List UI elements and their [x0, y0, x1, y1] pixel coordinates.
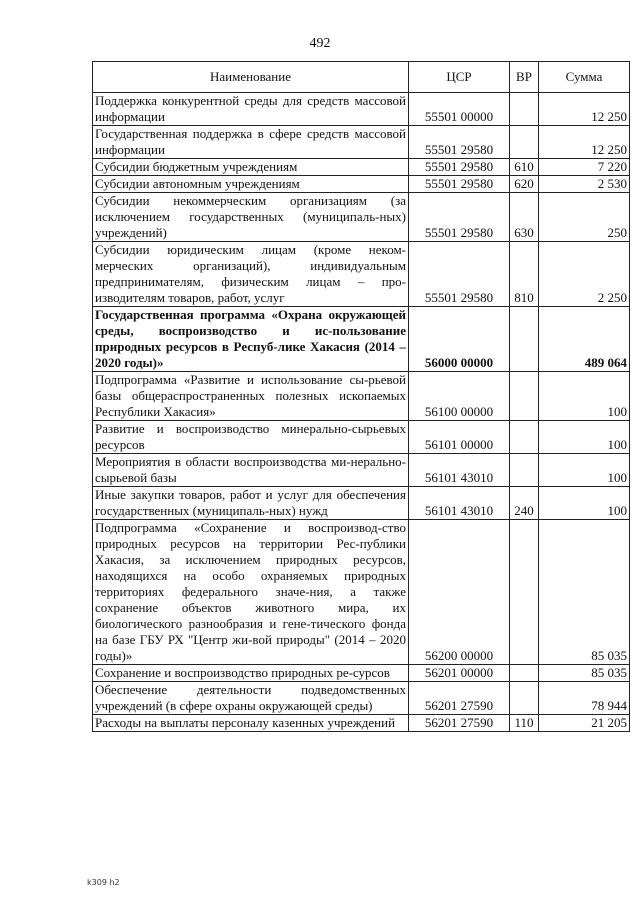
table-row [93, 93, 630, 126]
cell-name: Государственная программа «Охрана окружающей среды, воспроизводство и ис-пользование природных ресурсов в Респуб-лике Хакасия (2014 – 2020 годы)» [93, 307, 409, 372]
table-row [93, 421, 630, 454]
cell-vr [510, 93, 539, 126]
cell-vr [510, 682, 539, 715]
table-row [93, 193, 630, 242]
table-row [93, 307, 630, 372]
table-row [93, 487, 630, 520]
cell-name: Подпрограмма «Развитие и использование сы-рьевой базы общераспространенных полезных ископаемых Республики Хакасия» [93, 372, 409, 421]
cell-sum: 100 [539, 421, 630, 454]
cell-name: Субсидии бюджетным учреждениям [93, 159, 409, 176]
cell-csr: 56000 00000 [409, 307, 510, 372]
cell-vr: 610 [510, 159, 539, 176]
cell-name: Государственная поддержка в сфере средств массовой информации [93, 126, 409, 159]
cell-vr [510, 454, 539, 487]
column-header-vr: ВР [510, 62, 539, 93]
cell-name: Подпрограмма «Сохранение и воспроизвод-ство природных ресурсов на территории Рес-публики Хакасия, за исключением природных ресурсов, находящихся на особо охраняемых природных территориях федерального значе-ния, а также сохранение объектов животного мира, их биологического разнообразия и гене-тического фонда на базе ГБУ РХ "Центр жи-вой природы" (2014 – 2020 годы)» [93, 520, 409, 665]
cell-csr: 55501 00000 [409, 93, 510, 126]
table-row [93, 454, 630, 487]
table-row [93, 126, 630, 159]
cell-csr: 55501 29580 [409, 159, 510, 176]
cell-sum: 12 250 [539, 126, 630, 159]
cell-vr: 630 [510, 193, 539, 242]
cell-vr: 240 [510, 487, 539, 520]
cell-sum: 100 [539, 487, 630, 520]
cell-csr: 55501 29580 [409, 126, 510, 159]
cell-sum: 100 [539, 454, 630, 487]
cell-sum: 21 205 [539, 715, 630, 732]
table-row [93, 176, 630, 193]
cell-sum: 7 220 [539, 159, 630, 176]
page-number: 492 [309, 36, 331, 51]
cell-name: Иные закупки товаров, работ и услуг для обеспечения государственных (муниципаль-ных) нужд [93, 487, 409, 520]
budget-table [92, 61, 630, 732]
cell-sum: 12 250 [539, 93, 630, 126]
cell-vr [510, 421, 539, 454]
cell-name: Субсидии некоммерческим организациям (за исключением государственных (муниципаль-ных) учреждений) [93, 193, 409, 242]
cell-csr: 55501 29580 [409, 242, 510, 307]
cell-csr: 56101 43010 [409, 454, 510, 487]
cell-name: Развитие и воспроизводство минерально-сырьевых ресурсов [93, 421, 409, 454]
cell-vr [510, 520, 539, 665]
cell-vr [510, 126, 539, 159]
cell-vr [510, 372, 539, 421]
cell-sum: 489 064 [539, 307, 630, 372]
table-row [93, 372, 630, 421]
cell-csr: 56101 43010 [409, 487, 510, 520]
cell-name: Мероприятия в области воспроизводства ми-нерально-сырьевой базы [93, 454, 409, 487]
cell-sum: 2 530 [539, 176, 630, 193]
cell-csr: 56201 27590 [409, 682, 510, 715]
column-header-name: Наименование [93, 62, 409, 93]
table-row [93, 715, 630, 732]
cell-name: Сохранение и воспроизводство природных ре-сурсов [93, 665, 409, 682]
cell-csr: 56200 00000 [409, 520, 510, 665]
cell-sum: 2 250 [539, 242, 630, 307]
cell-sum: 78 944 [539, 682, 630, 715]
cell-csr: 55501 29580 [409, 193, 510, 242]
footer-code: k309 h2 [87, 878, 120, 887]
cell-name: Обеспечение деятельности подведомственных учреждений (в сфере охраны окружающей среды) [93, 682, 409, 715]
cell-vr [510, 665, 539, 682]
column-header-csr: ЦСР [409, 62, 510, 93]
cell-csr: 55501 29580 [409, 176, 510, 193]
cell-name: Субсидии автономным учреждениям [93, 176, 409, 193]
cell-name: Расходы на выплаты персоналу казенных учреждений [93, 715, 409, 732]
cell-sum: 100 [539, 372, 630, 421]
table-row [93, 520, 630, 665]
table-header-row [93, 62, 630, 93]
table-body [93, 93, 630, 732]
cell-sum: 85 035 [539, 665, 630, 682]
cell-name: Субсидии юридическим лицам (кроме неком-мерческих организаций), индивидуальным предпринимателям, физическим лицам – про-изводителям товаров, работ, услуг [93, 242, 409, 307]
table-row [93, 242, 630, 307]
table-row [93, 682, 630, 715]
table-row [93, 159, 630, 176]
column-header-sum: Сумма [539, 62, 630, 93]
cell-sum: 85 035 [539, 520, 630, 665]
cell-name: Поддержка конкурентной среды для средств массовой информации [93, 93, 409, 126]
cell-csr: 56201 00000 [409, 665, 510, 682]
table-row [93, 665, 630, 682]
cell-vr: 110 [510, 715, 539, 732]
cell-vr: 810 [510, 242, 539, 307]
cell-sum: 250 [539, 193, 630, 242]
cell-csr: 56101 00000 [409, 421, 510, 454]
cell-vr [510, 307, 539, 372]
cell-csr: 56100 00000 [409, 372, 510, 421]
cell-vr: 620 [510, 176, 539, 193]
cell-csr: 56201 27590 [409, 715, 510, 732]
